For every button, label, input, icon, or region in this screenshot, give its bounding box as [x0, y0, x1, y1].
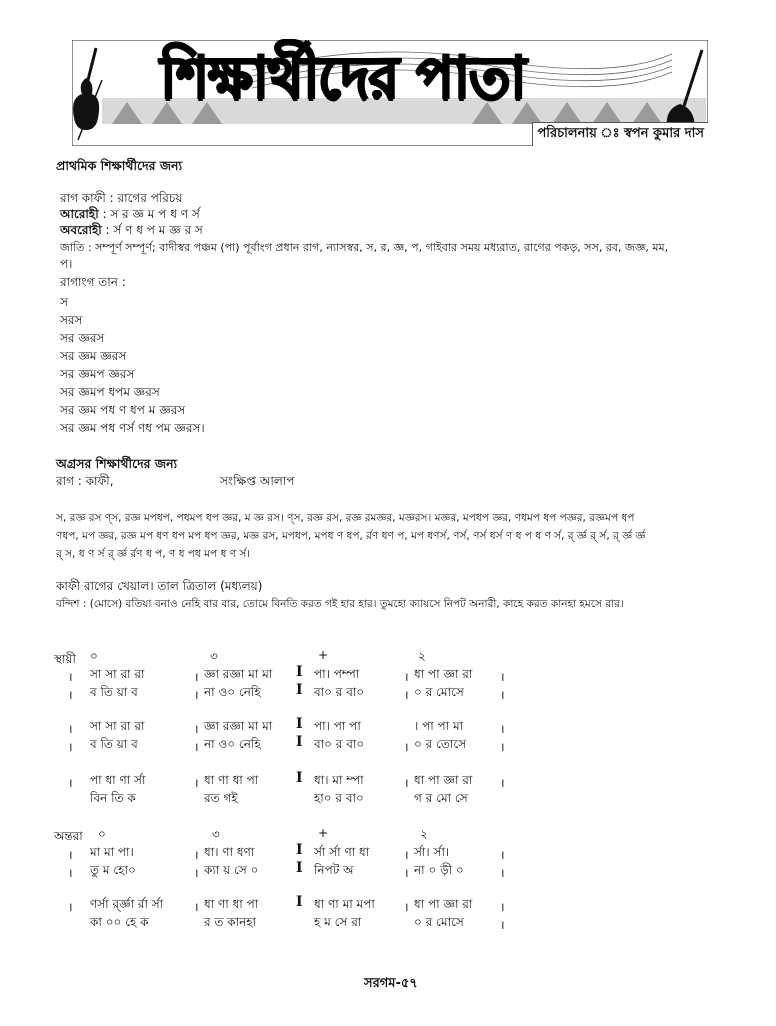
taan-item: সর জ্ঞম জ্ঞরস: [60, 349, 127, 363]
section2-heading: অগ্রসর শিক্ষার্থীদের জন্য: [56, 456, 178, 471]
taan-item: সর জ্ঞমপ জ্ঞরস: [60, 367, 135, 381]
sam-mark: I: [296, 682, 303, 698]
bar-line: ।: [194, 848, 199, 862]
alap-line: স, রজ্ঞ রস ণ্স, রজ্ঞ মপধপ, পধমপ ধপ জ্ঞর, ম জ্ঞ রস। ণ্স, রজ্ঞ রস, রজ্ঞ রমজ্ঞর, মজ্ঞরস। মজ্ঞর, মপধপ জ্ঞর, ণধমপ ধপ পজ্ঞর, রজ্ঞমপ ধপ: [56, 512, 635, 524]
jati-line-1: জাতি : সম্পূর্ণ সম্পূর্ণ; বাদীস্বর পঞ্চম (পা) পূর্বাংগ প্রধান রাগ, ন্যাসস্বর, স, র, জ্ঞ, প, গাইবার সময় মধ্যরাত, রাগের পকড়, সস, রব, জজ্ঞ, মম,: [60, 241, 669, 254]
antara-label: অন্তরা: [54, 829, 83, 843]
sam-mark: I: [296, 842, 303, 858]
lyric-cell: হা০ র বা০: [314, 791, 364, 805]
sam-mark: I: [296, 664, 303, 680]
jati-line-2: প।: [60, 257, 73, 271]
bar-line: ।: [404, 866, 409, 880]
lyric-cell: ক্যা য় সে ০: [204, 863, 259, 877]
bar-line: ।: [500, 688, 505, 702]
aroh-line: [60, 206, 200, 222]
alap-line: র্ স, ধ ণ র্স র্ র্জ্ঞ র্রণ ধ প, ণ ধ পধ মপ ধ ণ র্স।: [56, 548, 251, 560]
alap-line: ণধপ, মপ জ্ঞর, রজ্ঞ মপ ধণ ধপ মপ ধপ জ্ঞর, মজ্ঞ রস, মপধপ, মপধ ণ ধপ, র্রণ ধণ প, মপ ধণর্স, ণর্স, ণর্স ধর্স ণ ধ প ধ ণ র্স, র্ র্জ্ঞ র্ র্স, র্ র্জ্ঞ র্জ্ঞ: [56, 530, 646, 542]
sam-mark: I: [296, 894, 303, 910]
bar-line: ।: [404, 848, 409, 862]
note-cell: সা সা রা রা: [90, 719, 145, 733]
lyric-cell: বিন তি ক: [90, 791, 136, 805]
bar-line: ।: [500, 848, 505, 862]
lyric-cell: গ র মো সে: [414, 791, 468, 805]
note-cell: । পা পা মা: [414, 719, 464, 733]
tal-mark: ২: [418, 649, 426, 663]
bar-line: ।: [500, 740, 505, 754]
sam-mark: I: [296, 770, 303, 786]
bar-line: ।: [500, 722, 505, 736]
note-cell: ধা। মা ম্পা: [314, 773, 364, 787]
tal-mark: ০: [90, 649, 98, 663]
bar-line: ।: [194, 670, 199, 684]
lyric-cell: তু ম হো০: [90, 863, 136, 877]
lyric-cell: রত গই: [204, 791, 238, 805]
note-cell: জ্ঞা রজ্ঞা মা মা: [204, 667, 273, 681]
note-cell: মা মা পা।: [90, 845, 134, 859]
note-cell: ধা পা জ্ঞা রা: [414, 773, 473, 787]
taan-item: স: [60, 295, 68, 309]
bar-line: ।: [500, 900, 505, 914]
bandish-line: বন্দিশ : (মোসে) বতিয়া বনাও নেহি বার বার, তোমে বিনতি করত গই হার হার। তুমহো ক্যায়সে নিপট অনারী, কাহে করত কানহা হমসে রার।: [56, 598, 624, 610]
note-cell: র্সা। র্সা।: [414, 845, 450, 859]
raga-line: রাগ কাফী : রাগের পরিচয়: [60, 191, 183, 205]
kheyal-line: কাফী রাগের খেয়াল। তাল ত্রিতাল (মধ্যলয়): [56, 579, 263, 593]
bar-line: ।: [194, 776, 199, 790]
note-cell: পা। পা পা: [314, 719, 361, 733]
note-cell: ণর্সা র্র্জ্ঞা র্রা র্সা: [90, 897, 164, 911]
sam-mark: I: [296, 734, 303, 750]
lyric-cell: ব তি য়া ব: [90, 737, 138, 751]
lyric-cell: র ত কানহা: [204, 915, 257, 929]
bar-line: ।: [500, 918, 505, 932]
tal-mark: ৩: [212, 827, 220, 841]
bar-line: ।: [68, 722, 73, 736]
note-cell: ধা পা জ্ঞা রা: [414, 897, 473, 911]
taan-item: সর জ্ঞরস: [60, 331, 105, 345]
bar-line: ।: [194, 866, 199, 880]
bar-line: ।: [404, 776, 409, 790]
sam-mark: I: [296, 716, 303, 732]
taan-title: রাগাংগ তান :: [60, 275, 126, 289]
lyric-cell: ব তি য়া ব: [90, 685, 138, 699]
note-cell: র্সা র্সা ণা ধা: [314, 845, 370, 859]
aboroh-value: : র্স ণ ধ প ম জ্ঞ র স: [101, 223, 203, 237]
lyric-cell: বা০ র বা০: [314, 737, 365, 751]
taan-item: সরস: [60, 313, 83, 327]
note-cell: পা ধা ণা র্সা: [90, 773, 146, 787]
tal-mark: +: [318, 648, 329, 662]
note-cell: ধা ণা মা মপা: [314, 897, 375, 911]
lyric-cell: ০ র মোসে: [414, 915, 464, 929]
note-cell: জ্ঞা রজ্ঞা মা মা: [204, 719, 273, 733]
note-cell: সা সা রা রা: [90, 667, 145, 681]
note-cell: ধা ণা ধা পা: [204, 897, 259, 911]
tal-mark: +: [318, 826, 329, 840]
bar-line: ।: [194, 722, 199, 736]
lyric-cell: না ০ ড়ী ০: [414, 863, 464, 877]
note-cell: ধা। ণা ধণা: [204, 845, 255, 859]
banner-title: শিক্ষার্থীদের পাতা: [160, 43, 526, 113]
taan-item: সর জ্ঞম পধ ণর্স ণধ পম জ্ঞরস।: [60, 421, 205, 435]
bar-line: ।: [68, 670, 73, 684]
sam-mark: I: [296, 860, 303, 876]
header-banner: [72, 40, 708, 146]
violin-icon: [73, 48, 102, 140]
section1-heading: প্রাথমিক শিক্ষার্থীদের জন্য: [56, 158, 183, 173]
lyric-cell: হ ম সে রা: [314, 915, 362, 929]
bar-line: ।: [500, 866, 505, 880]
page-number: সরগম-৫৭: [364, 976, 418, 991]
note-cell: ধা পা জ্ঞা রা: [414, 667, 473, 681]
bar-line: ।: [68, 688, 73, 702]
bar-line: ।: [194, 900, 199, 914]
lyric-cell: বা০ র বা০: [314, 685, 365, 699]
aboroh-label: অবরোহী: [60, 223, 102, 237]
bar-line: ।: [404, 740, 409, 754]
bar-line: ।: [68, 776, 73, 790]
lyric-cell: না ও০ নেহি: [204, 737, 261, 751]
bar-line: ।: [194, 688, 199, 702]
note-cell: ধা ণা ধা পা: [204, 773, 259, 787]
tal-mark: ৩: [210, 649, 218, 663]
lyric-cell: নিপট অ: [314, 863, 354, 877]
bar-line: ।: [68, 740, 73, 754]
bar-line: ।: [500, 776, 505, 790]
alap-label: সংক্ষিপ্ত আলাপ: [220, 474, 295, 488]
lyric-cell: কা ০০ হে ক: [90, 915, 149, 929]
lyric-cell: ০ র মোসে: [414, 685, 464, 699]
raga-label: রাগ : কাফী,: [56, 474, 114, 488]
director-credit: পরিচালনায় ঃ স্বপন কুমার দাস: [532, 122, 708, 146]
bar-line: ।: [68, 900, 73, 914]
bar-line: ।: [68, 866, 73, 880]
lyric-cell: না ও০ নেহি: [204, 685, 261, 699]
bar-line: ।: [68, 848, 73, 862]
note-cell: পা। পম্পা: [314, 667, 360, 681]
sthayi-label: স্থায়ী: [54, 652, 76, 666]
taan-item: সর জ্ঞম পধ ণ ধপ ম জ্ঞরস: [60, 403, 186, 417]
tal-mark: ২: [420, 827, 428, 841]
bar-line: ।: [194, 740, 199, 754]
aroh-label: আরোহী: [60, 207, 99, 221]
aroh-value: : স র জ্ঞ ম প ধ ণ র্স: [98, 207, 200, 221]
tal-mark: ০: [98, 827, 106, 841]
bar-line: ।: [404, 900, 409, 914]
aboroh-line: [60, 222, 203, 238]
taan-item: সর জ্ঞমপ ধপম জ্ঞরস: [60, 385, 160, 399]
bar-line: ।: [404, 688, 409, 702]
bar-line: ।: [404, 670, 409, 684]
lyric-cell: ০ র তোসে: [414, 737, 467, 751]
bar-line: ।: [500, 670, 505, 684]
